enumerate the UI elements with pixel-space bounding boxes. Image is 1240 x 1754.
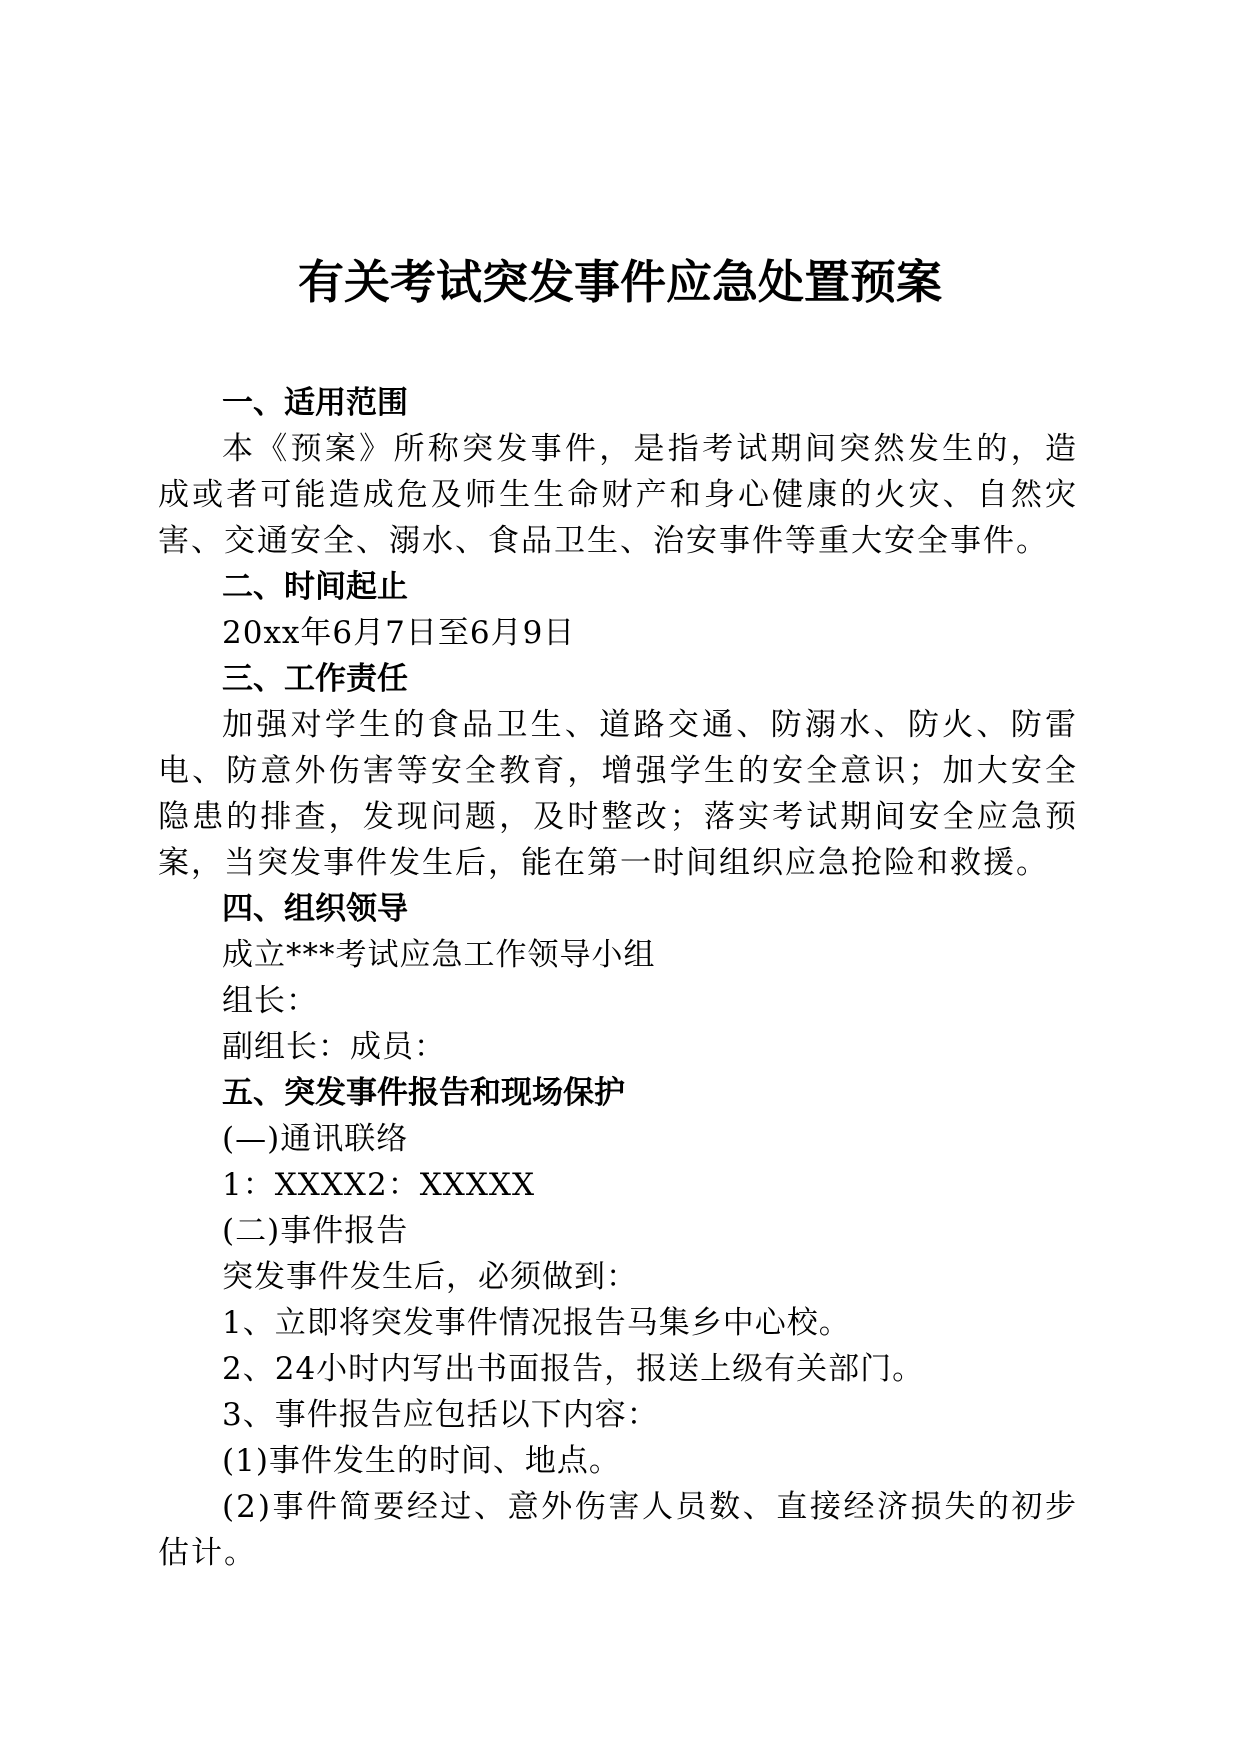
section-heading-reporting: 五、突发事件报告和现场保护 [222,1075,625,1111]
event-report-subheading: (二)事件报告 [222,1213,409,1249]
section-heading-time: 二、时间起止 [222,569,408,605]
report-intro-line: 突发事件发生后，必须做到： [222,1259,638,1295]
contacts-line: 1：XXXX2：XXXXX [222,1167,536,1203]
deputy-members-line: 副组长：成员： [222,1029,446,1065]
document-title: 有关考试突发事件应急处置预案 [298,255,942,309]
leadership-group-line: 成立***考试应急工作领导小组 [222,937,656,973]
group-leader-line: 组长： [222,983,318,1019]
document-body [158,380,1078,1576]
report-item-3-2: (2)事件简要经过、意外伤害人员数、直接经济损失的初步估计。 [158,1489,1078,1571]
responsibility-paragraph: 加强对学生的食品卫生、道路交通、防溺水、防火、防雷电、防意外伤害等安全教育，增强学生的安全意识；加大安全隐患的排查，发现问题，及时整改；落实考试期间安全应急预案，当突发事件发生后，能在第一时间组织应急抢险和救援。 [158,707,1078,881]
time-range-line: 20xx年6月7日至6月9日 [222,615,576,651]
section-heading-responsibility: 三、工作责任 [222,661,408,697]
report-item-1: 1、立即将突发事件情况报告马集乡中心校。 [222,1305,851,1341]
report-item-3: 3、事件报告应包括以下内容： [222,1397,659,1433]
report-item-3-1: (1)事件发生的时间、地点。 [222,1443,621,1479]
report-item-2: 2、24小时内写出书面报告，报送上级有关部门。 [222,1351,925,1387]
scope-paragraph: 本《预案》所称突发事件，是指考试期间突然发生的，造成或者可能造成危及师生生命财产和身心健康的火灾、自然灾害、交通安全、溺水、食品卫生、治安事件等重大安全事件。 [158,431,1078,559]
section-heading-scope: 一、适用范围 [222,385,408,421]
section-heading-leadership: 四、组织领导 [222,891,408,927]
communication-subheading: (—)通讯联络 [222,1121,409,1157]
